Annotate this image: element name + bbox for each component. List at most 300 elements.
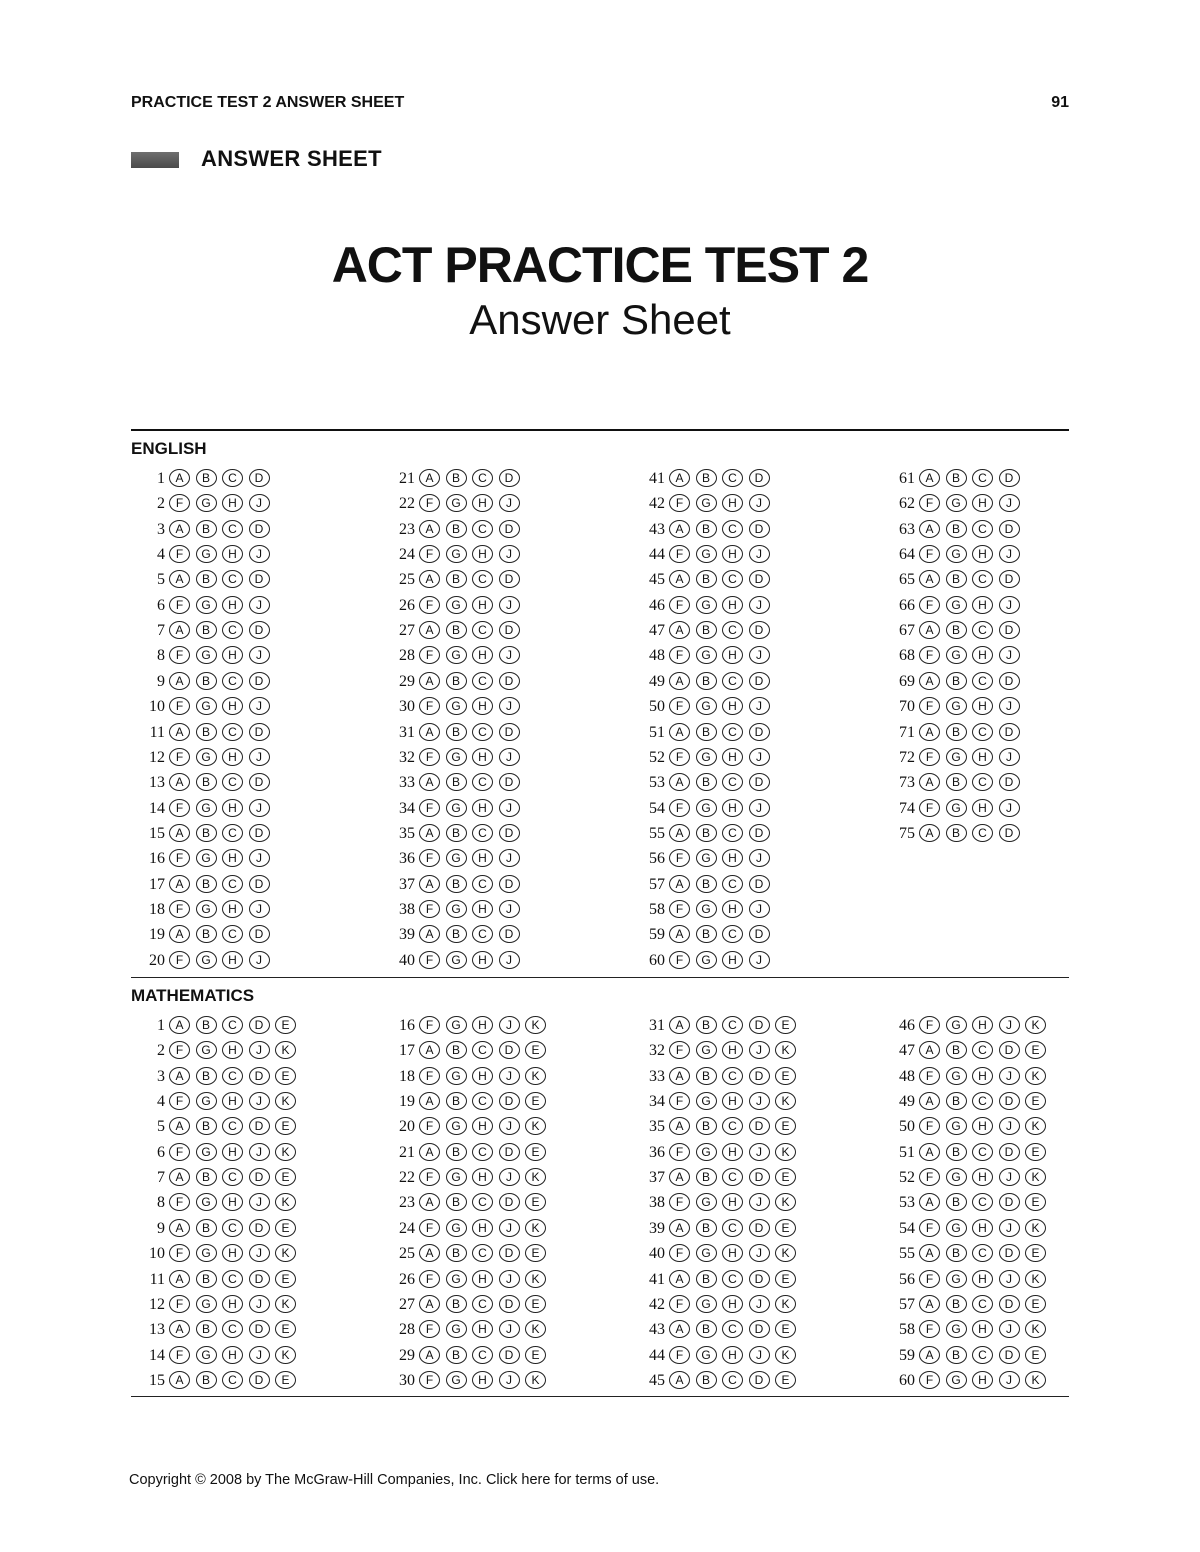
answer-bubble-b[interactable]: B	[446, 469, 467, 487]
answer-bubble-h[interactable]: H	[972, 1219, 993, 1237]
answer-bubble-g[interactable]: G	[446, 545, 467, 563]
answer-bubble-d[interactable]: D	[749, 672, 770, 690]
answer-bubble-f[interactable]: F	[419, 646, 440, 664]
answer-bubble-e[interactable]: E	[775, 1320, 796, 1338]
answer-bubble-k[interactable]: K	[275, 1295, 296, 1313]
answer-bubble-e[interactable]: E	[775, 1168, 796, 1186]
answer-bubble-b[interactable]: B	[446, 520, 467, 538]
answer-bubble-a[interactable]: A	[419, 469, 440, 487]
answer-bubble-k[interactable]: K	[775, 1092, 796, 1110]
answer-bubble-g[interactable]: G	[446, 900, 467, 918]
answer-bubble-h[interactable]: H	[972, 1168, 993, 1186]
answer-bubble-a[interactable]: A	[919, 1041, 940, 1059]
answer-bubble-g[interactable]: G	[946, 748, 967, 766]
answer-bubble-h[interactable]: H	[222, 1295, 243, 1313]
answer-bubble-f[interactable]: F	[169, 748, 190, 766]
answer-bubble-k[interactable]: K	[275, 1346, 296, 1364]
answer-bubble-b[interactable]: B	[696, 1117, 717, 1135]
answer-bubble-a[interactable]: A	[169, 1016, 190, 1034]
answer-bubble-c[interactable]: C	[972, 570, 993, 588]
answer-bubble-j[interactable]: J	[749, 1244, 770, 1262]
answer-bubble-j[interactable]: J	[499, 1117, 520, 1135]
answer-bubble-c[interactable]: C	[972, 621, 993, 639]
answer-bubble-h[interactable]: H	[722, 1092, 743, 1110]
answer-bubble-a[interactable]: A	[919, 570, 940, 588]
answer-bubble-f[interactable]: F	[669, 799, 690, 817]
answer-bubble-d[interactable]: D	[249, 672, 270, 690]
answer-bubble-f[interactable]: F	[169, 646, 190, 664]
answer-bubble-g[interactable]: G	[196, 1295, 217, 1313]
answer-bubble-k[interactable]: K	[1025, 1371, 1046, 1389]
answer-bubble-e[interactable]: E	[275, 1219, 296, 1237]
answer-bubble-e[interactable]: E	[1025, 1295, 1046, 1313]
answer-bubble-e[interactable]: E	[275, 1168, 296, 1186]
answer-bubble-d[interactable]: D	[749, 824, 770, 842]
answer-bubble-j[interactable]: J	[249, 1143, 270, 1161]
answer-bubble-c[interactable]: C	[972, 773, 993, 791]
answer-bubble-f[interactable]: F	[919, 1117, 940, 1135]
answer-bubble-c[interactable]: C	[722, 672, 743, 690]
answer-bubble-j[interactable]: J	[749, 849, 770, 867]
answer-bubble-c[interactable]: C	[722, 1270, 743, 1288]
answer-bubble-j[interactable]: J	[499, 1067, 520, 1085]
answer-bubble-c[interactable]: C	[722, 773, 743, 791]
answer-bubble-j[interactable]: J	[749, 1041, 770, 1059]
answer-bubble-d[interactable]: D	[499, 1143, 520, 1161]
answer-bubble-d[interactable]: D	[249, 570, 270, 588]
answer-bubble-c[interactable]: C	[972, 1092, 993, 1110]
answer-bubble-b[interactable]: B	[946, 1041, 967, 1059]
answer-bubble-h[interactable]: H	[722, 1244, 743, 1262]
answer-bubble-b[interactable]: B	[946, 520, 967, 538]
answer-bubble-j[interactable]: J	[749, 1295, 770, 1313]
answer-bubble-j[interactable]: J	[249, 1244, 270, 1262]
answer-bubble-g[interactable]: G	[446, 596, 467, 614]
answer-bubble-a[interactable]: A	[919, 723, 940, 741]
answer-bubble-c[interactable]: C	[472, 1193, 493, 1211]
answer-bubble-b[interactable]: B	[196, 469, 217, 487]
answer-bubble-h[interactable]: H	[222, 849, 243, 867]
answer-bubble-f[interactable]: F	[919, 799, 940, 817]
answer-bubble-c[interactable]: C	[222, 1270, 243, 1288]
answer-bubble-g[interactable]: G	[696, 849, 717, 867]
answer-bubble-d[interactable]: D	[749, 723, 770, 741]
answer-bubble-d[interactable]: D	[249, 1371, 270, 1389]
answer-bubble-a[interactable]: A	[919, 824, 940, 842]
answer-bubble-k[interactable]: K	[775, 1295, 796, 1313]
answer-bubble-d[interactable]: D	[249, 723, 270, 741]
answer-bubble-d[interactable]: D	[749, 520, 770, 538]
answer-bubble-j[interactable]: J	[499, 1168, 520, 1186]
answer-bubble-h[interactable]: H	[972, 1117, 993, 1135]
answer-bubble-j[interactable]: J	[999, 1117, 1020, 1135]
answer-bubble-g[interactable]: G	[946, 1371, 967, 1389]
answer-bubble-j[interactable]: J	[499, 545, 520, 563]
answer-bubble-h[interactable]: H	[222, 1193, 243, 1211]
answer-bubble-a[interactable]: A	[669, 1016, 690, 1034]
answer-bubble-a[interactable]: A	[919, 1092, 940, 1110]
answer-bubble-f[interactable]: F	[919, 1320, 940, 1338]
answer-bubble-b[interactable]: B	[446, 773, 467, 791]
answer-bubble-e[interactable]: E	[1025, 1244, 1046, 1262]
answer-bubble-c[interactable]: C	[722, 1016, 743, 1034]
answer-bubble-d[interactable]: D	[999, 1346, 1020, 1364]
answer-bubble-g[interactable]: G	[946, 697, 967, 715]
answer-bubble-d[interactable]: D	[499, 773, 520, 791]
answer-bubble-f[interactable]: F	[169, 799, 190, 817]
answer-bubble-b[interactable]: B	[446, 1092, 467, 1110]
answer-bubble-g[interactable]: G	[196, 748, 217, 766]
answer-bubble-c[interactable]: C	[472, 469, 493, 487]
answer-bubble-h[interactable]: H	[722, 545, 743, 563]
answer-bubble-f[interactable]: F	[169, 1295, 190, 1313]
answer-bubble-d[interactable]: D	[249, 1168, 270, 1186]
answer-bubble-a[interactable]: A	[919, 1346, 940, 1364]
answer-bubble-g[interactable]: G	[696, 1041, 717, 1059]
answer-bubble-h[interactable]: H	[472, 646, 493, 664]
answer-bubble-c[interactable]: C	[972, 1143, 993, 1161]
answer-bubble-b[interactable]: B	[946, 469, 967, 487]
answer-bubble-c[interactable]: C	[472, 824, 493, 842]
answer-bubble-j[interactable]: J	[999, 1016, 1020, 1034]
answer-bubble-b[interactable]: B	[696, 621, 717, 639]
answer-bubble-h[interactable]: H	[972, 646, 993, 664]
answer-bubble-g[interactable]: G	[446, 1320, 467, 1338]
answer-bubble-d[interactable]: D	[249, 520, 270, 538]
answer-bubble-c[interactable]: C	[972, 824, 993, 842]
answer-bubble-j[interactable]: J	[999, 1371, 1020, 1389]
answer-bubble-h[interactable]: H	[972, 1016, 993, 1034]
answer-bubble-d[interactable]: D	[249, 1270, 270, 1288]
answer-bubble-h[interactable]: H	[722, 697, 743, 715]
answer-bubble-k[interactable]: K	[275, 1193, 296, 1211]
answer-bubble-h[interactable]: H	[972, 596, 993, 614]
answer-bubble-j[interactable]: J	[249, 1092, 270, 1110]
answer-bubble-j[interactable]: J	[749, 1092, 770, 1110]
answer-bubble-a[interactable]: A	[419, 1244, 440, 1262]
answer-bubble-j[interactable]: J	[749, 646, 770, 664]
answer-bubble-f[interactable]: F	[919, 494, 940, 512]
answer-bubble-a[interactable]: A	[169, 570, 190, 588]
answer-bubble-c[interactable]: C	[222, 1117, 243, 1135]
answer-bubble-a[interactable]: A	[169, 1270, 190, 1288]
answer-bubble-a[interactable]: A	[419, 723, 440, 741]
answer-bubble-g[interactable]: G	[196, 951, 217, 969]
answer-bubble-a[interactable]: A	[419, 520, 440, 538]
answer-bubble-h[interactable]: H	[722, 1295, 743, 1313]
answer-bubble-h[interactable]: H	[722, 1041, 743, 1059]
answer-bubble-a[interactable]: A	[169, 1067, 190, 1085]
answer-bubble-d[interactable]: D	[249, 469, 270, 487]
answer-bubble-a[interactable]: A	[669, 875, 690, 893]
answer-bubble-j[interactable]: J	[249, 1346, 270, 1364]
answer-bubble-f[interactable]: F	[669, 1295, 690, 1313]
answer-bubble-g[interactable]: G	[196, 646, 217, 664]
answer-bubble-c[interactable]: C	[222, 824, 243, 842]
answer-bubble-j[interactable]: J	[499, 1320, 520, 1338]
answer-bubble-h[interactable]: H	[972, 545, 993, 563]
answer-bubble-g[interactable]: G	[196, 1143, 217, 1161]
answer-bubble-j[interactable]: J	[999, 1067, 1020, 1085]
answer-bubble-h[interactable]: H	[472, 849, 493, 867]
answer-bubble-f[interactable]: F	[919, 1270, 940, 1288]
answer-bubble-d[interactable]: D	[499, 723, 520, 741]
answer-bubble-c[interactable]: C	[472, 1295, 493, 1313]
answer-bubble-h[interactable]: H	[222, 1346, 243, 1364]
answer-bubble-a[interactable]: A	[669, 824, 690, 842]
answer-bubble-d[interactable]: D	[999, 1295, 1020, 1313]
answer-bubble-f[interactable]: F	[419, 1016, 440, 1034]
answer-bubble-d[interactable]: D	[499, 621, 520, 639]
answer-bubble-d[interactable]: D	[249, 773, 270, 791]
answer-bubble-h[interactable]: H	[722, 900, 743, 918]
answer-bubble-d[interactable]: D	[749, 1016, 770, 1034]
answer-bubble-f[interactable]: F	[669, 849, 690, 867]
answer-bubble-c[interactable]: C	[222, 1371, 243, 1389]
answer-bubble-b[interactable]: B	[196, 1117, 217, 1135]
answer-bubble-h[interactable]: H	[222, 799, 243, 817]
answer-bubble-j[interactable]: J	[249, 697, 270, 715]
answer-bubble-f[interactable]: F	[419, 900, 440, 918]
answer-bubble-b[interactable]: B	[446, 925, 467, 943]
answer-bubble-d[interactable]: D	[749, 469, 770, 487]
answer-bubble-c[interactable]: C	[222, 1168, 243, 1186]
answer-bubble-k[interactable]: K	[525, 1320, 546, 1338]
answer-bubble-h[interactable]: H	[722, 1193, 743, 1211]
answer-bubble-d[interactable]: D	[999, 1041, 1020, 1059]
answer-bubble-c[interactable]: C	[722, 1117, 743, 1135]
answer-bubble-k[interactable]: K	[1025, 1219, 1046, 1237]
answer-bubble-j[interactable]: J	[499, 646, 520, 664]
answer-bubble-e[interactable]: E	[1025, 1092, 1046, 1110]
answer-bubble-a[interactable]: A	[419, 1041, 440, 1059]
answer-bubble-c[interactable]: C	[722, 1219, 743, 1237]
answer-bubble-f[interactable]: F	[419, 799, 440, 817]
answer-bubble-h[interactable]: H	[222, 697, 243, 715]
answer-bubble-f[interactable]: F	[169, 849, 190, 867]
answer-bubble-d[interactable]: D	[749, 1168, 770, 1186]
answer-bubble-d[interactable]: D	[249, 1016, 270, 1034]
answer-bubble-b[interactable]: B	[946, 1244, 967, 1262]
answer-bubble-e[interactable]: E	[775, 1016, 796, 1034]
answer-bubble-a[interactable]: A	[669, 672, 690, 690]
answer-bubble-e[interactable]: E	[525, 1143, 546, 1161]
answer-bubble-h[interactable]: H	[972, 1320, 993, 1338]
answer-bubble-b[interactable]: B	[696, 723, 717, 741]
answer-bubble-d[interactable]: D	[499, 875, 520, 893]
answer-bubble-j[interactable]: J	[999, 1168, 1020, 1186]
answer-bubble-b[interactable]: B	[196, 672, 217, 690]
answer-bubble-k[interactable]: K	[525, 1371, 546, 1389]
answer-bubble-b[interactable]: B	[196, 1270, 217, 1288]
answer-bubble-j[interactable]: J	[499, 1016, 520, 1034]
answer-bubble-b[interactable]: B	[196, 925, 217, 943]
answer-bubble-g[interactable]: G	[696, 951, 717, 969]
copyright-footer[interactable]: Copyright © 2008 by The McGraw-Hill Companies, Inc. Click here for terms of use.	[129, 1472, 660, 1488]
answer-bubble-g[interactable]: G	[946, 1320, 967, 1338]
answer-bubble-c[interactable]: C	[222, 469, 243, 487]
answer-bubble-a[interactable]: A	[169, 925, 190, 943]
answer-bubble-f[interactable]: F	[669, 697, 690, 715]
answer-bubble-c[interactable]: C	[472, 1143, 493, 1161]
answer-bubble-k[interactable]: K	[1025, 1016, 1046, 1034]
answer-bubble-c[interactable]: C	[472, 520, 493, 538]
answer-bubble-j[interactable]: J	[999, 646, 1020, 664]
answer-bubble-d[interactable]: D	[999, 520, 1020, 538]
answer-bubble-h[interactable]: H	[472, 1371, 493, 1389]
answer-bubble-j[interactable]: J	[499, 951, 520, 969]
answer-bubble-e[interactable]: E	[525, 1092, 546, 1110]
answer-bubble-b[interactable]: B	[696, 1219, 717, 1237]
answer-bubble-c[interactable]: C	[472, 570, 493, 588]
answer-bubble-b[interactable]: B	[696, 824, 717, 842]
answer-bubble-a[interactable]: A	[669, 520, 690, 538]
answer-bubble-c[interactable]: C	[222, 1320, 243, 1338]
answer-bubble-k[interactable]: K	[775, 1041, 796, 1059]
answer-bubble-a[interactable]: A	[419, 1346, 440, 1364]
answer-bubble-e[interactable]: E	[525, 1295, 546, 1313]
answer-bubble-f[interactable]: F	[919, 596, 940, 614]
answer-bubble-k[interactable]: K	[775, 1193, 796, 1211]
answer-bubble-d[interactable]: D	[499, 824, 520, 842]
answer-bubble-j[interactable]: J	[749, 900, 770, 918]
answer-bubble-d[interactable]: D	[499, 1193, 520, 1211]
answer-bubble-a[interactable]: A	[169, 773, 190, 791]
answer-bubble-c[interactable]: C	[722, 723, 743, 741]
answer-bubble-j[interactable]: J	[749, 799, 770, 817]
answer-bubble-a[interactable]: A	[669, 621, 690, 639]
answer-bubble-g[interactable]: G	[196, 494, 217, 512]
answer-bubble-g[interactable]: G	[946, 1270, 967, 1288]
answer-bubble-b[interactable]: B	[946, 570, 967, 588]
answer-bubble-b[interactable]: B	[196, 1320, 217, 1338]
answer-bubble-f[interactable]: F	[169, 697, 190, 715]
answer-bubble-d[interactable]: D	[749, 570, 770, 588]
answer-bubble-c[interactable]: C	[472, 773, 493, 791]
answer-bubble-g[interactable]: G	[446, 748, 467, 766]
answer-bubble-f[interactable]: F	[669, 1143, 690, 1161]
answer-bubble-d[interactable]: D	[749, 1320, 770, 1338]
answer-bubble-e[interactable]: E	[275, 1371, 296, 1389]
answer-bubble-f[interactable]: F	[669, 646, 690, 664]
answer-bubble-h[interactable]: H	[222, 748, 243, 766]
answer-bubble-f[interactable]: F	[419, 1168, 440, 1186]
answer-bubble-h[interactable]: H	[222, 1143, 243, 1161]
answer-bubble-a[interactable]: A	[419, 570, 440, 588]
answer-bubble-k[interactable]: K	[275, 1143, 296, 1161]
answer-bubble-b[interactable]: B	[196, 1016, 217, 1034]
answer-bubble-h[interactable]: H	[222, 1041, 243, 1059]
answer-bubble-e[interactable]: E	[775, 1371, 796, 1389]
answer-bubble-a[interactable]: A	[169, 1371, 190, 1389]
answer-bubble-g[interactable]: G	[196, 1041, 217, 1059]
answer-bubble-d[interactable]: D	[999, 1092, 1020, 1110]
answer-bubble-e[interactable]: E	[1025, 1143, 1046, 1161]
answer-bubble-e[interactable]: E	[525, 1346, 546, 1364]
answer-bubble-c[interactable]: C	[222, 773, 243, 791]
answer-bubble-f[interactable]: F	[919, 545, 940, 563]
answer-bubble-b[interactable]: B	[696, 1067, 717, 1085]
answer-bubble-g[interactable]: G	[696, 748, 717, 766]
answer-bubble-d[interactable]: D	[749, 875, 770, 893]
answer-bubble-f[interactable]: F	[169, 545, 190, 563]
answer-bubble-c[interactable]: C	[972, 1193, 993, 1211]
answer-bubble-h[interactable]: H	[472, 1067, 493, 1085]
answer-bubble-f[interactable]: F	[919, 1371, 940, 1389]
answer-bubble-b[interactable]: B	[196, 1168, 217, 1186]
answer-bubble-c[interactable]: C	[222, 1016, 243, 1034]
answer-bubble-j[interactable]: J	[499, 1219, 520, 1237]
answer-bubble-d[interactable]: D	[249, 1219, 270, 1237]
answer-bubble-g[interactable]: G	[946, 596, 967, 614]
answer-bubble-g[interactable]: G	[696, 1193, 717, 1211]
answer-bubble-b[interactable]: B	[196, 520, 217, 538]
answer-bubble-b[interactable]: B	[446, 570, 467, 588]
answer-bubble-k[interactable]: K	[775, 1244, 796, 1262]
answer-bubble-g[interactable]: G	[446, 697, 467, 715]
answer-bubble-j[interactable]: J	[499, 799, 520, 817]
answer-bubble-a[interactable]: A	[169, 875, 190, 893]
answer-bubble-k[interactable]: K	[525, 1219, 546, 1237]
answer-bubble-f[interactable]: F	[169, 1143, 190, 1161]
answer-bubble-c[interactable]: C	[472, 1092, 493, 1110]
answer-bubble-d[interactable]: D	[749, 1219, 770, 1237]
answer-bubble-c[interactable]: C	[722, 570, 743, 588]
answer-bubble-d[interactable]: D	[999, 621, 1020, 639]
answer-bubble-d[interactable]: D	[749, 1270, 770, 1288]
answer-bubble-a[interactable]: A	[169, 469, 190, 487]
answer-bubble-g[interactable]: G	[946, 799, 967, 817]
answer-bubble-a[interactable]: A	[169, 672, 190, 690]
answer-bubble-j[interactable]: J	[249, 748, 270, 766]
answer-bubble-g[interactable]: G	[446, 1016, 467, 1034]
answer-bubble-g[interactable]: G	[196, 799, 217, 817]
answer-bubble-d[interactable]: D	[999, 773, 1020, 791]
answer-bubble-b[interactable]: B	[696, 1168, 717, 1186]
answer-bubble-b[interactable]: B	[446, 875, 467, 893]
answer-bubble-a[interactable]: A	[169, 824, 190, 842]
answer-bubble-a[interactable]: A	[919, 1193, 940, 1211]
answer-bubble-e[interactable]: E	[275, 1320, 296, 1338]
answer-bubble-j[interactable]: J	[249, 1193, 270, 1211]
answer-bubble-c[interactable]: C	[222, 875, 243, 893]
answer-bubble-c[interactable]: C	[722, 1320, 743, 1338]
answer-bubble-g[interactable]: G	[696, 545, 717, 563]
answer-bubble-g[interactable]: G	[446, 1168, 467, 1186]
answer-bubble-a[interactable]: A	[669, 1117, 690, 1135]
answer-bubble-g[interactable]: G	[696, 596, 717, 614]
answer-bubble-c[interactable]: C	[972, 1295, 993, 1313]
answer-bubble-e[interactable]: E	[775, 1219, 796, 1237]
answer-bubble-c[interactable]: C	[222, 1067, 243, 1085]
answer-bubble-f[interactable]: F	[919, 1016, 940, 1034]
answer-bubble-j[interactable]: J	[249, 1295, 270, 1313]
answer-bubble-a[interactable]: A	[919, 1244, 940, 1262]
answer-bubble-d[interactable]: D	[749, 1067, 770, 1085]
answer-bubble-f[interactable]: F	[169, 1092, 190, 1110]
answer-bubble-d[interactable]: D	[249, 1320, 270, 1338]
answer-bubble-a[interactable]: A	[419, 773, 440, 791]
answer-bubble-b[interactable]: B	[196, 570, 217, 588]
answer-bubble-c[interactable]: C	[222, 621, 243, 639]
answer-bubble-d[interactable]: D	[749, 621, 770, 639]
answer-bubble-k[interactable]: K	[775, 1143, 796, 1161]
answer-bubble-e[interactable]: E	[275, 1016, 296, 1034]
answer-bubble-f[interactable]: F	[169, 596, 190, 614]
answer-bubble-c[interactable]: C	[222, 723, 243, 741]
answer-bubble-d[interactable]: D	[499, 1244, 520, 1262]
answer-bubble-h[interactable]: H	[972, 1270, 993, 1288]
